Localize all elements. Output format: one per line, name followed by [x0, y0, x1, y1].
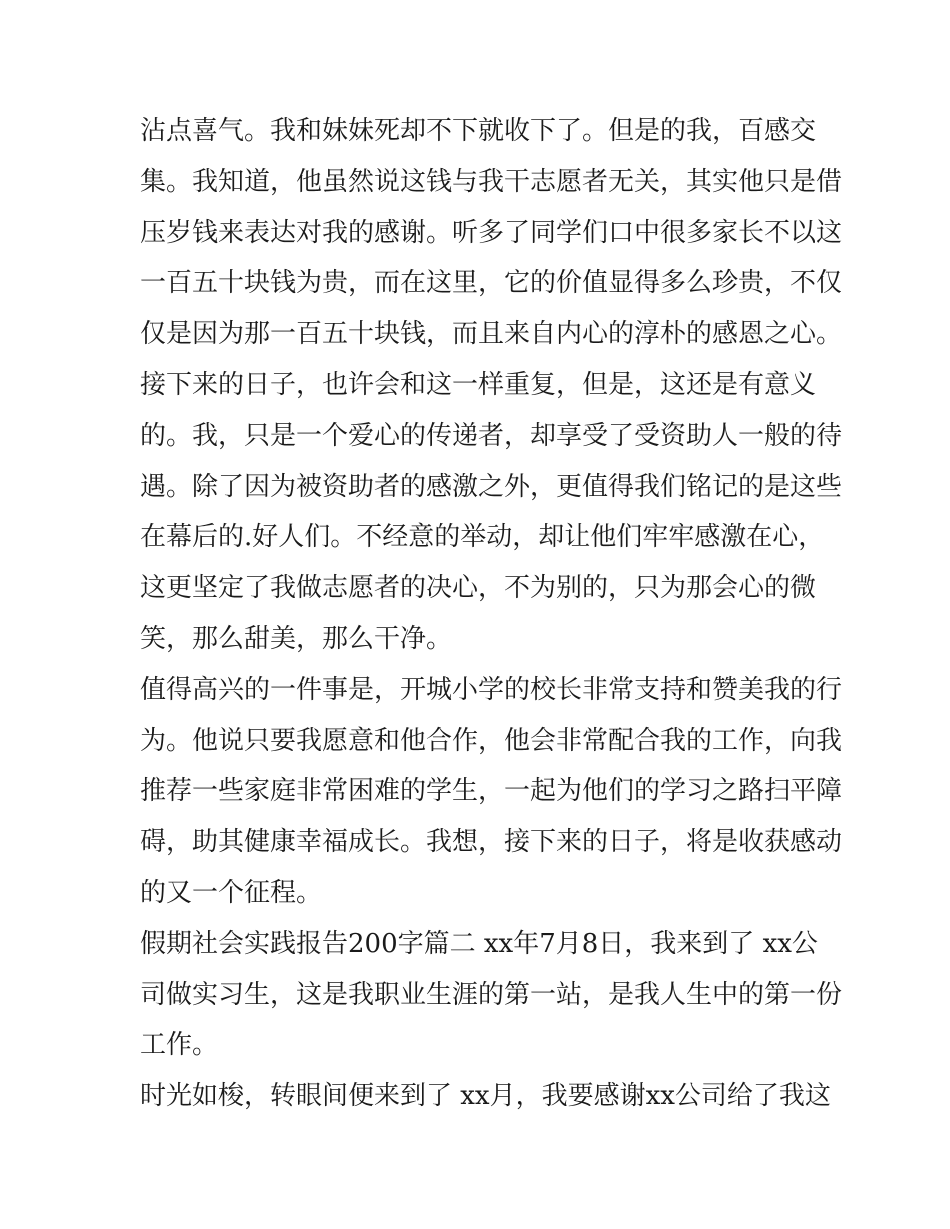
- text-line: 司做实习生，这是我职业生涯的第一站，是我人生中的第一份: [140, 979, 843, 1010]
- text-line: 时光如梭，转眼间便来到了 xx月，我要感谢xx公司给了我这: [140, 1081, 831, 1112]
- text-line: 集。我知道，他虽然说这钱与我干志愿者无关，其实他只是借: [140, 166, 843, 197]
- text-line: 推荐一些家庭非常困难的学生，一起为他们的学习之路扫平障: [140, 776, 843, 807]
- text-line: 接下来的日子，也许会和这一样重复，但是，这还是有意义: [140, 369, 817, 400]
- text-line: 值得高兴的一件事是，开城小学的校长非常支持和赞美我的行: [140, 674, 843, 705]
- text-line: 这更坚定了我做志愿者的决心，不为别的，只为那会心的微: [140, 573, 817, 604]
- text-line: 压岁钱来表达对我的感谢。听多了同学们口中很多家长不以这: [140, 217, 843, 248]
- text-line: 为。他说只要我愿意和他合作，他会非常配合我的工作，向我: [140, 725, 843, 756]
- text-line: 碍，助其健康幸福成长。我想，接下来的日子，将是收获感动: [140, 827, 843, 858]
- body-text: [140, 106, 843, 1122]
- text-line: 沾点喜气。我和妹妹死却不下就收下了。但是的我，百感交: [140, 116, 817, 146]
- text-line: 的又一个征程。: [140, 877, 323, 908]
- text-line: 笑，那么甜美，那么干净。: [140, 623, 453, 654]
- text-line: 仅是因为那一百五十块钱，而且来自内心的淳朴的感恩之心。: [140, 319, 843, 350]
- text-line: 假期社会实践报告200字篇二 xx年7月8日，我来到了 xx公: [140, 928, 818, 959]
- text-line: 在幕后的.好人们。不经意的举动，却让他们牢牢感激在心，: [140, 522, 825, 553]
- text-line: 工作。: [140, 1030, 219, 1061]
- text-line: 的。我，只是一个爱心的传递者，却享受了受资助人一般的待: [140, 420, 843, 451]
- text-line: 一百五十块钱为贵，而在这里，它的价值显得多么珍贵，不仅: [140, 268, 843, 299]
- text-line: 遇。除了因为被资助者的感激之外，更值得我们铭记的是这些: [140, 471, 843, 502]
